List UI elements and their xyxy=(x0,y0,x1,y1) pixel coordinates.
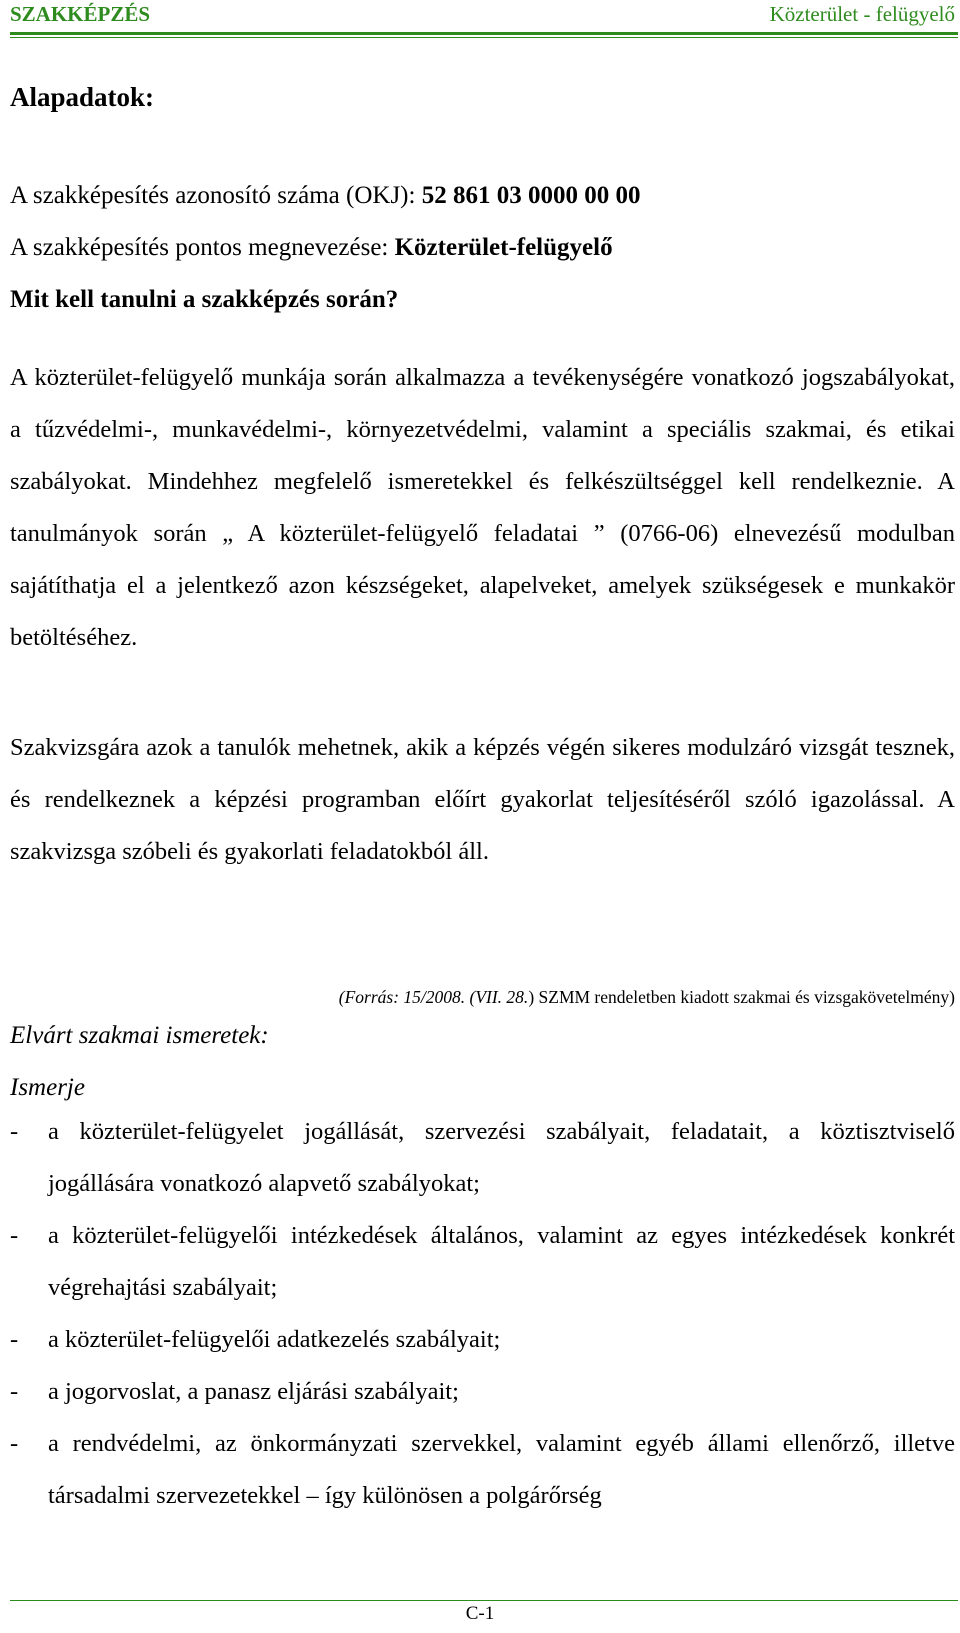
study-question-heading: Mit kell tanulni a szakképzés során? xyxy=(10,286,399,313)
header-right-title: Közterület - felügyelő xyxy=(769,2,955,26)
expected-knowledge-heading: Elvárt szakmai ismeretek: xyxy=(10,1022,269,1049)
list-dash: - xyxy=(10,1430,19,1457)
list-item xyxy=(10,1314,955,1366)
source-citation-suffix: ) SZMM rendeletben kiadott szakmai és vizsgakövetelmény) xyxy=(528,987,955,1007)
section-heading-alapadatok: Alapadatok: xyxy=(10,82,155,112)
list-item-text: a közterület-felügyelői adatkezelés szabályait; xyxy=(48,1326,501,1353)
header-left-title: SZAKKÉPZÉS xyxy=(10,2,151,26)
source-citation-prefix: (Forrás: 15/2008. (VII. 28. xyxy=(338,987,529,1007)
list-item xyxy=(10,1210,955,1314)
list-item-text: a közterület-felügyelet jogállását, szervezési szabályait, feladatait, a köztisztviselő jogállására vonatkozó alapvető szabályokat; xyxy=(48,1118,955,1197)
header-divider xyxy=(10,32,958,38)
paragraph-learning: A közterület-felügyelő munkája során alkalmazza a tevékenységére vonatkozó jogszabályokat, a tűzvédelmi-, munkavédelmi-, környezetvédelmi, valamint a speciális szakmai, és etikai szabályokat. Mindehhez megfelelő ismeretekkel és felkészültséggel kell rendelkeznie. A tanulmányok során „ A közterület-felügyelő feladatai ” (0766-06) elnevezésű modulban sajátíthatja el a jelentkező azon készségeket, alapelveket, amelyek szükségesek e munkakör betöltéséhez. xyxy=(10,364,955,651)
list-dash: - xyxy=(10,1222,19,1249)
qualification-name-line xyxy=(10,222,955,274)
qualification-name-value: Közterület-felügyelő xyxy=(394,234,613,261)
okj-line xyxy=(10,170,955,222)
list-item-text: a közterület-felügyelői intézkedések általános, valamint az egyes intézkedések konkrét végrehajtási szabályait; xyxy=(48,1222,955,1301)
page-header xyxy=(10,2,955,32)
list-dash: - xyxy=(10,1378,19,1405)
list-dash: - xyxy=(10,1118,19,1145)
qualification-name-label: A szakképesítés pontos megnevezése: xyxy=(10,234,395,261)
list-item-text: a jogorvoslat, a panasz eljárási szabályait; xyxy=(48,1378,459,1405)
expected-knowledge-subheading: Ismerje xyxy=(10,1074,85,1101)
basic-data xyxy=(10,170,955,326)
list-item xyxy=(10,1418,955,1522)
list-item xyxy=(10,1106,955,1210)
list-item xyxy=(10,1366,955,1418)
okj-value: 52 861 03 0000 00 00 xyxy=(421,182,641,209)
footer-divider xyxy=(10,1600,958,1601)
page-number: C-1 xyxy=(465,1603,495,1624)
header-divider-thin xyxy=(10,37,958,38)
expected-knowledge-list xyxy=(10,1106,955,1522)
list-item-text: a rendvédelmi, az önkormányzati szervekkel, valamint egyéb állami ellenőrző, illetve társadalmi szervezetekkel – így különösen a polgárőrség xyxy=(48,1430,955,1509)
paragraph-exam: Szakvizsgára azok a tanulók mehetnek, akik a képzés végén sikeres modulzáró vizsgát tesznek, és rendelkeznek a képzési programban előírt gyakorlat teljesítéséről szóló igazolással. A szakvizsga szóbeli és gyakorlati feladatokból áll. xyxy=(10,734,955,865)
source-citation xyxy=(339,987,955,1008)
header-divider-thick xyxy=(10,32,958,35)
okj-label: A szakképesítés azonosító száma (OKJ): xyxy=(10,182,422,209)
list-dash: - xyxy=(10,1326,19,1353)
